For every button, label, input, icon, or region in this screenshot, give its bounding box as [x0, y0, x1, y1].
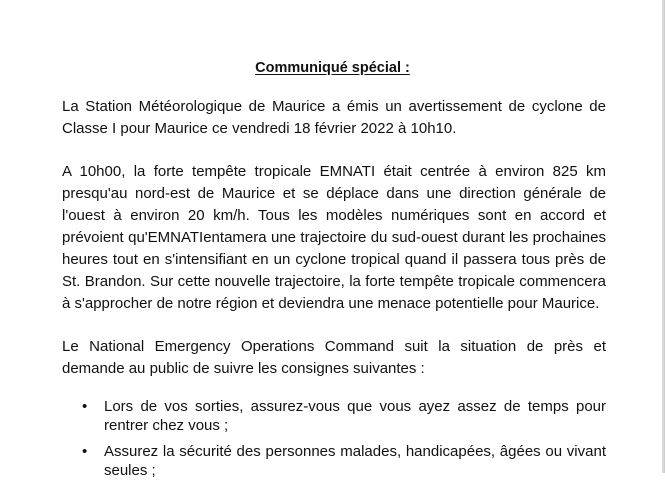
paragraph-warning: La Station Météorologique de Maurice a émis un avertissement de cyclone de Classe I pour Maurice ce vendredi 18 février 2022 à 10h10. — [62, 98, 606, 137]
bullet-icon: • — [82, 398, 88, 415]
bullet-icon: • — [82, 443, 88, 460]
paragraph-neoc-instructions: Le National Emergency Operations Command suit la situation de près et demande au public de suivre les consignes suivantes : — [62, 338, 606, 377]
instructions-list — [62, 397, 606, 487]
paragraph-storm-details: A 10h00, la forte tempête tropicale EMNATI était centrée à environ 825 km presqu'au nord-est de Maurice et se déplace dans une direction générale de l'ouest à environ 20 km/h. Tous les modèles numériques sont en accord et prévoient qu'EMNATIentamera une trajectoire du sud-ouest durant les prochaines heures tout en s'intensifiant en un cyclone tropical quand il passera tous près de St. Brandon. Sur cette nouvelle trajectoire, la forte tempête tropicale commencera à s'approcher de notre région et deviendra une menace potentielle pour Maurice. — [62, 163, 606, 312]
list-item — [62, 442, 606, 480]
list-item-text: Assurez la sécurité des personnes malades, handicapées, âgées ou vivant seules ; — [104, 443, 606, 479]
list-item — [62, 397, 606, 435]
document-title: Communiqué spécial : — [255, 60, 410, 76]
list-item-text: Lors de vos sorties, assurez-vous que vous ayez assez de temps pour rentrer chez vous ; — [104, 398, 606, 434]
